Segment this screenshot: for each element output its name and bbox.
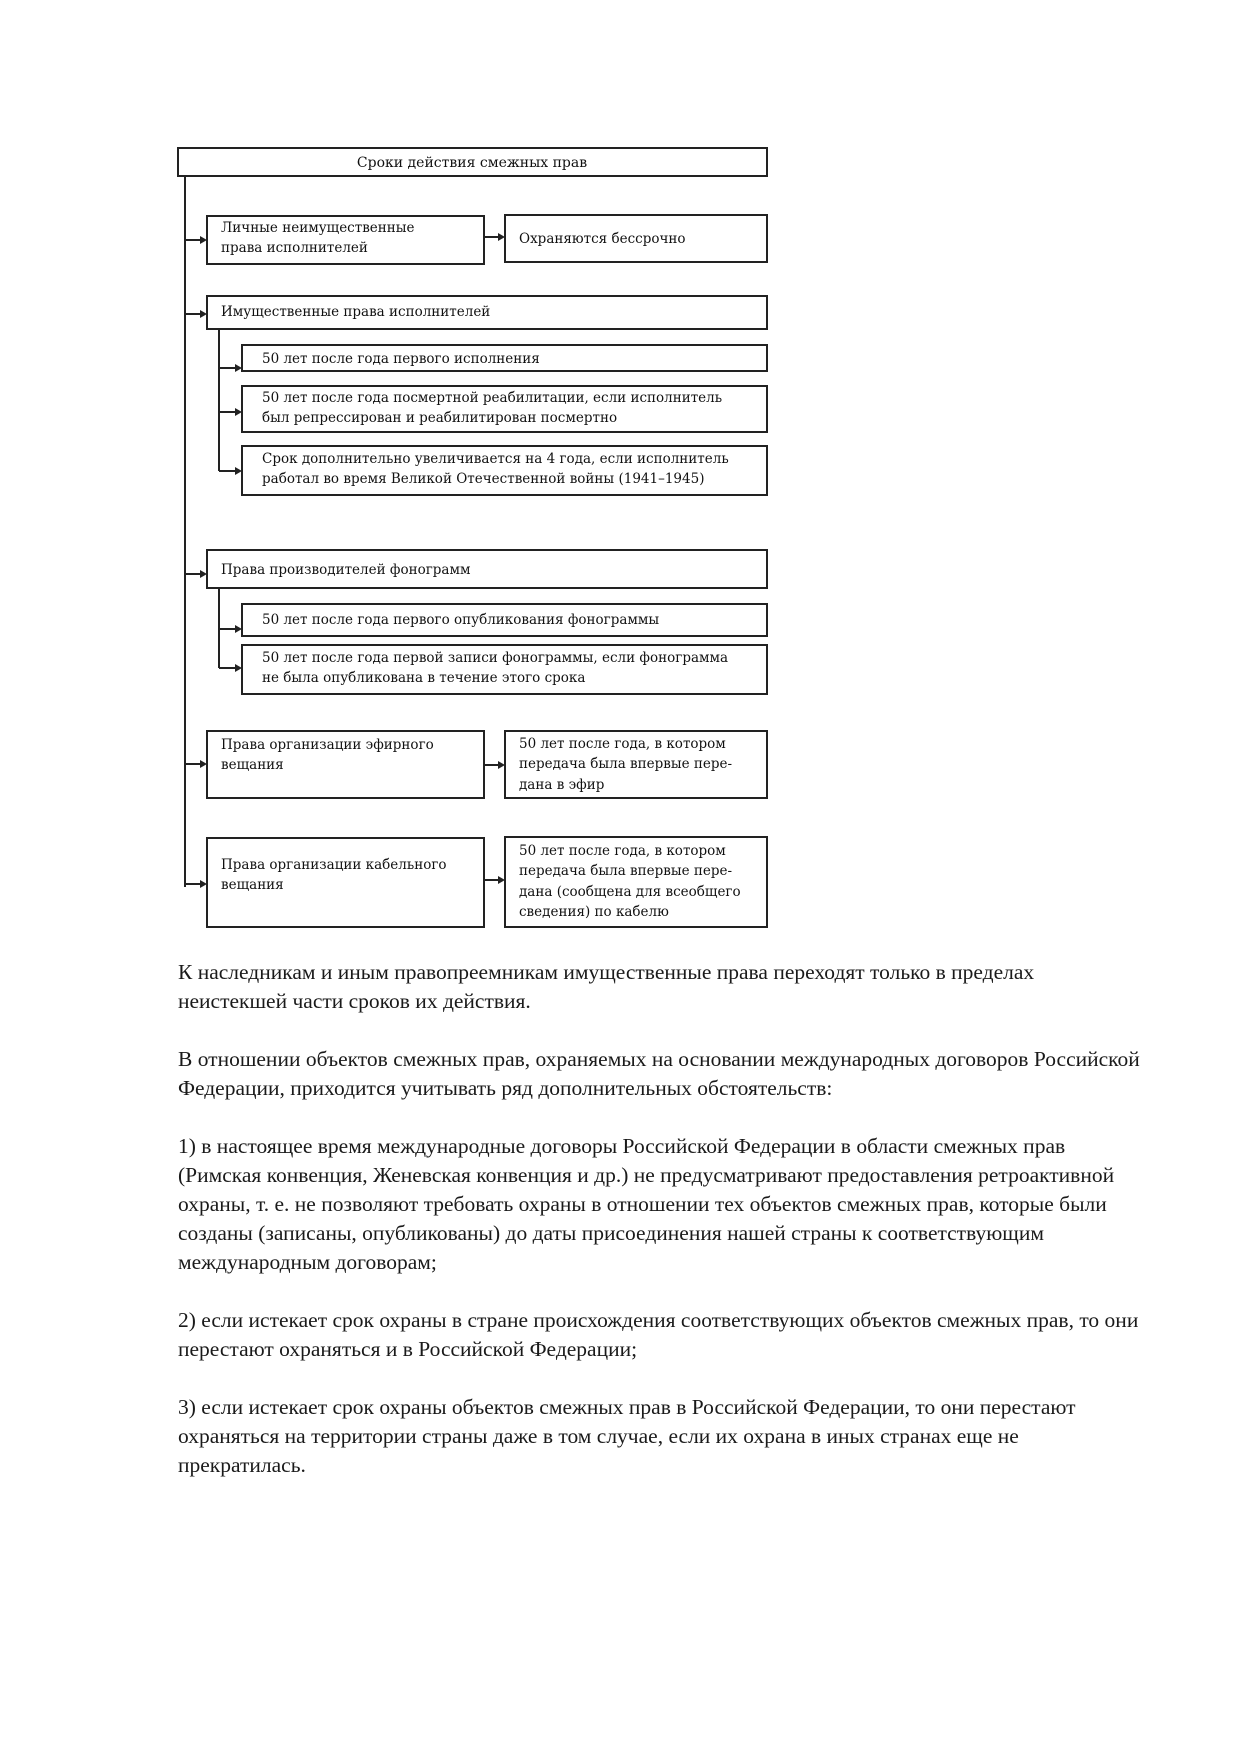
arrow-head xyxy=(200,760,207,768)
paragraph-heirs: К наследникам и иным правопреемникам имущественные права переходят только в пределах неистекшей части сроков их действия. xyxy=(178,960,1035,1013)
personal-rights-label-2: права исполнителей xyxy=(221,240,368,256)
paragraph-point-2: 2) если истекает срок охраны в стране происхождения соответствующих объектов смежных прав, то они перестают охраняться и в Российской Федерации; xyxy=(178,1308,1139,1361)
phonogram-term-2-line-2: не была опубликована в течение этого срока xyxy=(262,670,586,686)
phonogram-term-1-box xyxy=(242,604,767,636)
property-term-1: 50 лет после года первого исполнения xyxy=(262,351,540,367)
broadcast-result-line-1: 50 лет после года, в котором xyxy=(519,736,726,752)
arrow-head xyxy=(200,310,207,318)
arrow-head xyxy=(235,625,242,633)
diagram-title: Сроки действия смежных прав xyxy=(356,155,588,171)
phonogram-term-2-line-1: 50 лет после года первой записи фонограммы, если фонограмма xyxy=(262,650,729,666)
paragraph-international: В отношении объектов смежных прав, охраняемых на основании международных договоров Российской Федерации, приходится учитывать ряд дополнительных обстоятельств: xyxy=(178,1047,1140,1100)
property-term-2-line-1: 50 лет после года посмертной реабилитации, если исполнитель xyxy=(262,390,723,406)
property-rights-box xyxy=(207,296,767,329)
broadcast-rights-label-1: Права организации эфирного xyxy=(221,737,434,753)
diagram-title-box xyxy=(178,148,767,176)
phonogram-rights-box xyxy=(207,550,767,588)
property-rights-title: Имущественные права исполнителей xyxy=(221,304,491,320)
cable-rights-result-box xyxy=(505,837,767,927)
arrow-head xyxy=(498,761,505,769)
cable-result-line-4: сведения) по кабелю xyxy=(519,904,669,920)
arrow-head xyxy=(235,364,242,372)
arrow-head xyxy=(235,467,242,475)
personal-rights-result-box xyxy=(505,215,767,262)
paragraph-point-3: 3) если истекает срок охраны объектов смежных прав в Российской Федерации, то они перестают охраняться на территории страны даже в том случае, если их охрана в иных странах еще не прекратилась. xyxy=(178,1395,1076,1477)
arrow-head xyxy=(498,876,505,884)
broadcast-result-line-3: дана в эфир xyxy=(519,777,605,793)
phonogram-rights-title: Права производителей фонограмм xyxy=(221,562,471,578)
broadcast-rights-box xyxy=(207,731,484,798)
broadcast-rights-result-box xyxy=(505,731,767,798)
arrow-head xyxy=(235,408,242,416)
phonogram-term-1: 50 лет после года первого опубликования фонограммы xyxy=(262,612,660,628)
phonogram-term-2-box xyxy=(242,645,767,694)
cable-rights-box xyxy=(207,838,484,927)
arrow-head xyxy=(200,236,207,244)
arrow-head xyxy=(200,570,207,578)
cable-result-line-1: 50 лет после года, в котором xyxy=(519,843,726,859)
body-text xyxy=(178,958,1148,1509)
personal-rights-label-1: Личные неимущественные xyxy=(221,220,415,236)
paragraph-point-1: 1) в настоящее время международные договоры Российской Федерации в области смежных прав (Римская конвенция, Женевская конвенция и др.) не предусматривают предоставления ретроактивной охраны, т. е. не позволяют требовать охраны в отношении тех объектов смежных прав, которые были созданы (записаны, опубликованы) до даты присоединения нашей страны к соответствующим международным договорам; xyxy=(178,1134,1115,1274)
property-term-3-box xyxy=(242,446,767,495)
cable-rights-label-2: вещания xyxy=(221,877,284,893)
property-term-3-line-2: работал во время Великой Отечественной войны (1941–1945) xyxy=(262,471,705,487)
arrow-head xyxy=(200,880,207,888)
property-term-3-line-1: Срок дополнительно увеличивается на 4 года, если исполнитель xyxy=(262,451,729,467)
property-term-2-box xyxy=(242,386,767,432)
personal-rights-result: Охраняются бессрочно xyxy=(519,231,686,247)
broadcast-result-line-2: передача была впервые пере- xyxy=(519,756,733,772)
property-term-2-line-2: был репрессирован и реабилитирован посмертно xyxy=(262,410,618,426)
broadcast-rights-label-2: вещания xyxy=(221,757,284,773)
property-term-1-box xyxy=(242,345,767,371)
cable-rights-label-1: Права организации кабельного xyxy=(221,857,447,873)
arrow-head xyxy=(498,233,505,241)
personal-rights-box xyxy=(207,216,484,264)
arrow-head xyxy=(235,664,242,672)
cable-result-line-2: передача была впервые пере- xyxy=(519,863,733,879)
cable-result-line-3: дана (сообщена для всеобщего xyxy=(519,884,741,900)
